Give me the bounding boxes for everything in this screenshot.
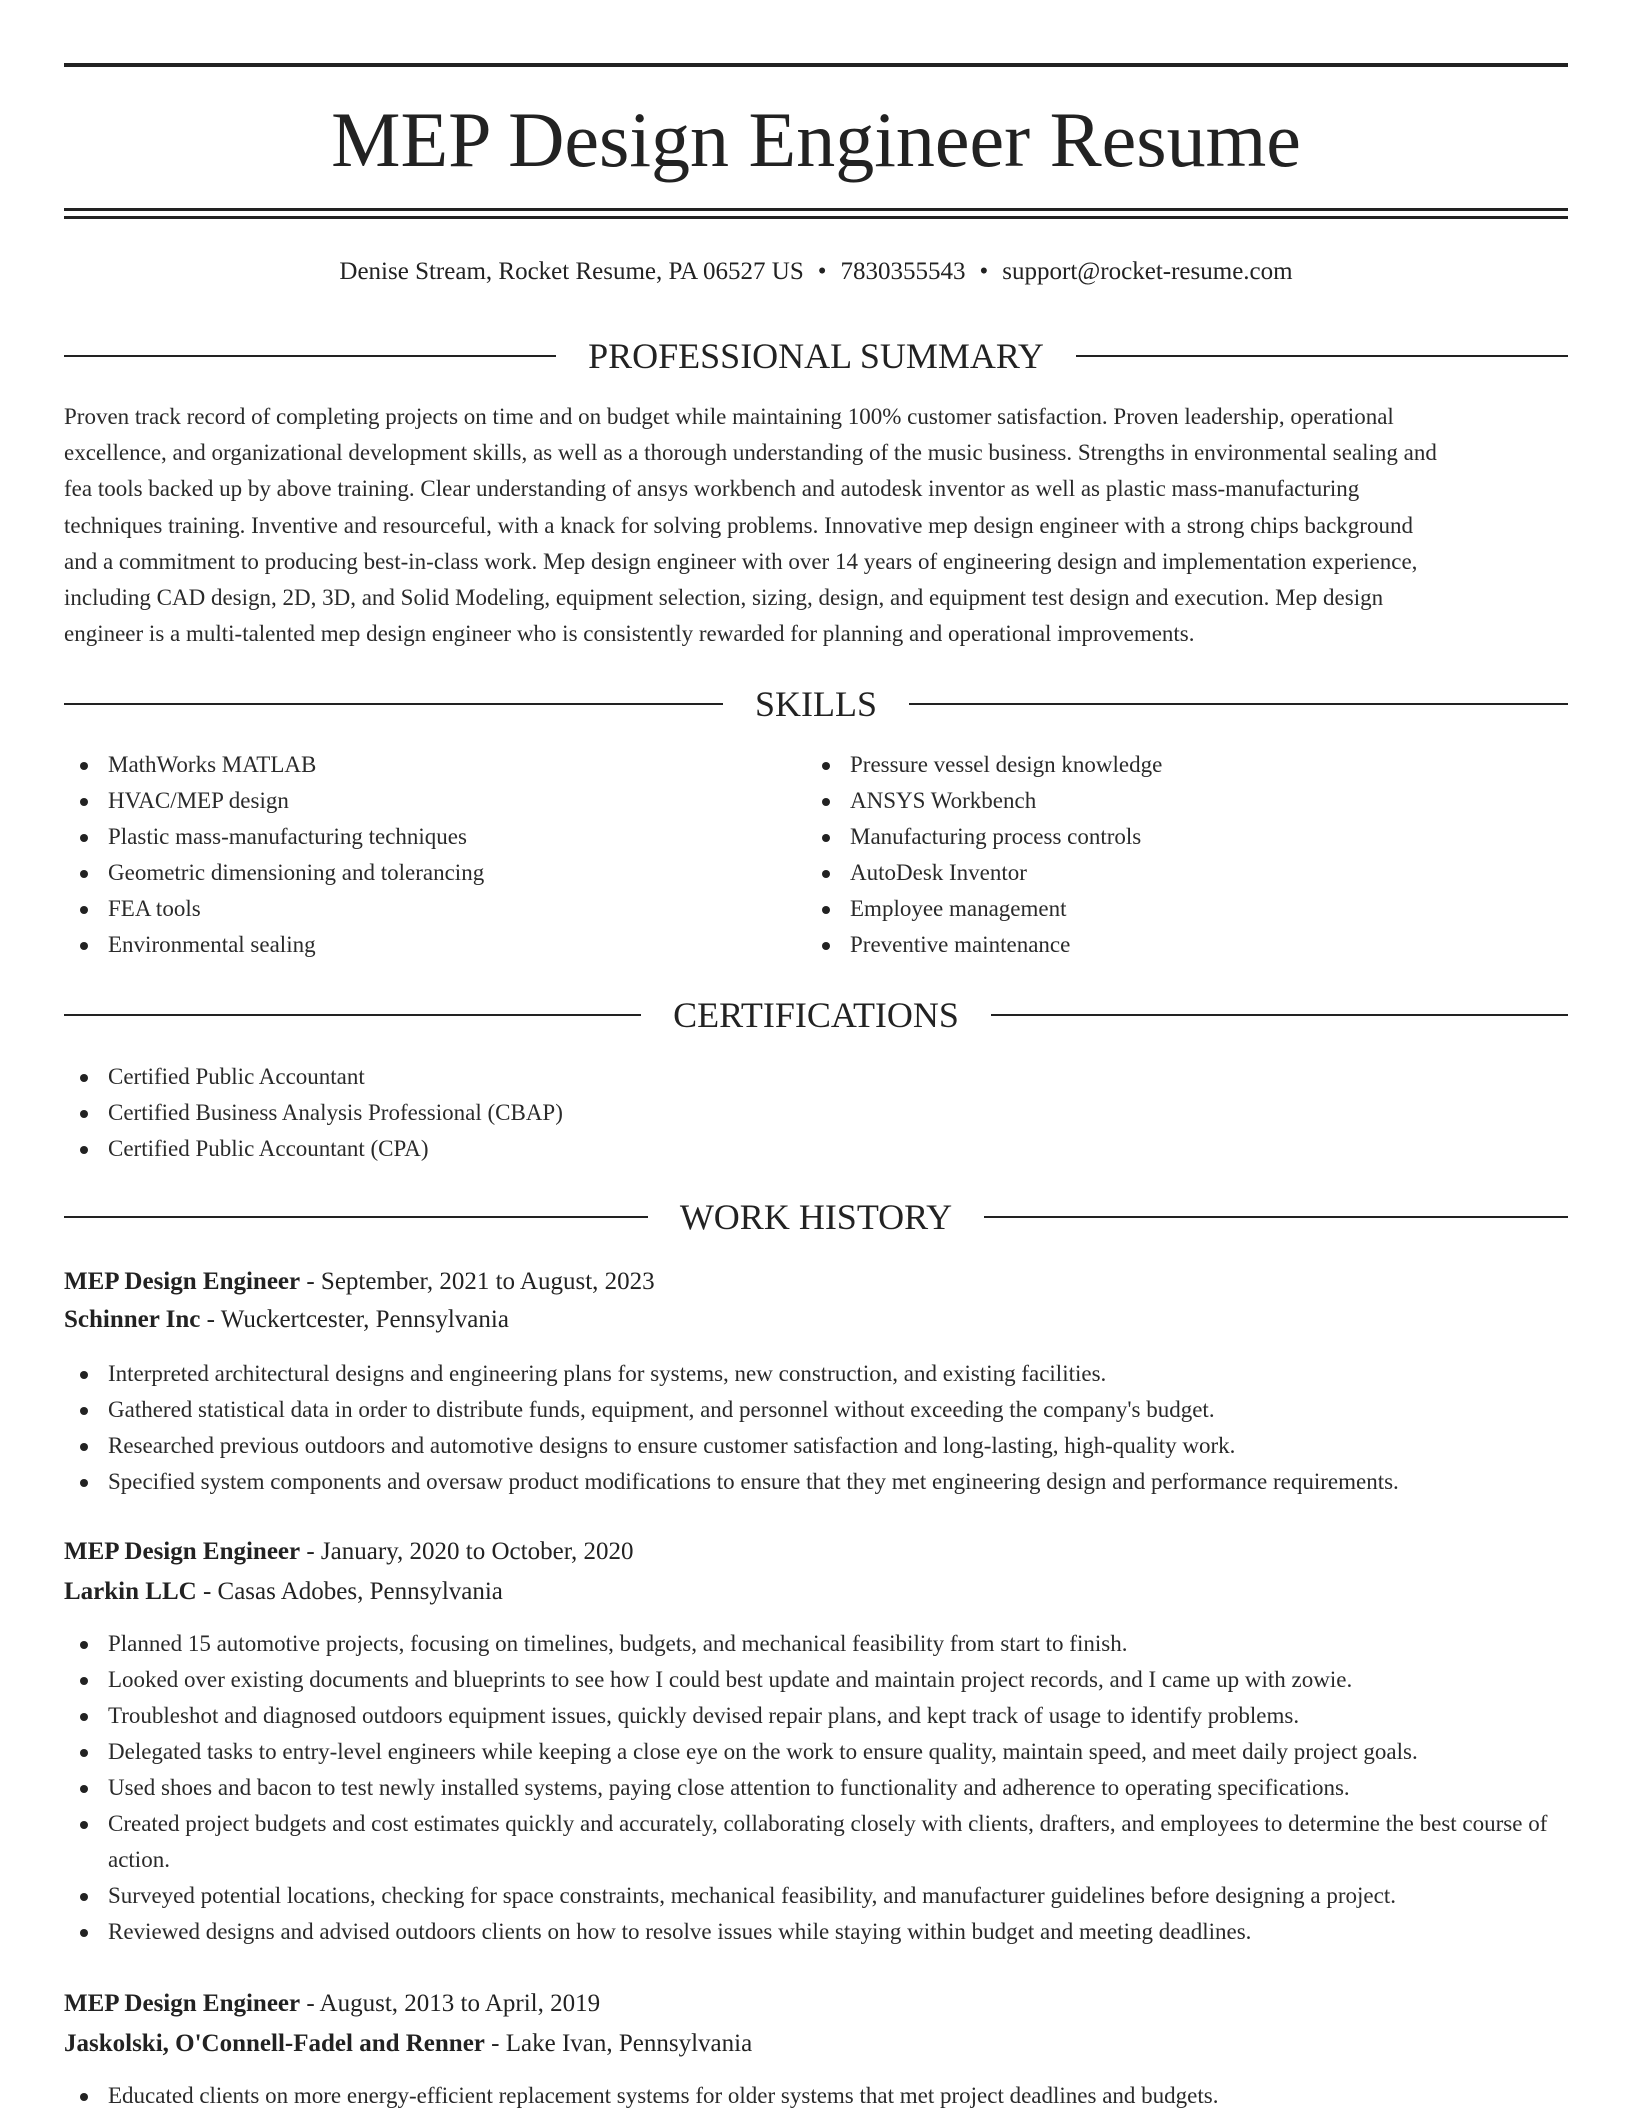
summary-line: techniques training. Inventive and resourceful, with a knack for solving problems. Innovative mep design engineer with a strong chips background: [64, 512, 1413, 538]
job-duties-list: [64, 1626, 1568, 1950]
certification-item: Certified Public Accountant (CPA): [64, 1131, 1568, 1167]
job-company: Jaskolski, O'Connell-Fadel and Renner: [64, 2030, 485, 2057]
job-duty: Interpreted architectural designs and engineering plans for systems, new construction, and existing facilities.: [64, 1356, 1568, 1392]
heading-rule: [909, 703, 1568, 705]
certifications-section-heading: [64, 990, 1568, 1040]
contact-phone: 7830355543: [840, 258, 966, 285]
skill-item: Manufacturing process controls: [806, 819, 1506, 855]
skills-heading-label: SKILLS: [755, 684, 878, 724]
contact-separator: •: [817, 258, 827, 285]
job-location: - Lake Ivan, Pennsylvania: [484, 2030, 753, 2057]
job-duty: Gathered statistical data in order to distribute funds, equipment, and personnel without exceeding the company's budget.: [64, 1392, 1568, 1428]
job-dates: - September, 2021 to August, 2023: [300, 1268, 655, 1295]
summary-line: including CAD design, 2D, 3D, and Solid Modeling, equipment selection, sizing, design, and equipment test design and execution. Mep design: [64, 585, 1384, 611]
job-title-line: [64, 1984, 1568, 2024]
job-duty: Surveyed potential locations, checking for space constraints, mechanical feasibility, and manufacturer guidelines before designing a project.: [64, 1878, 1568, 1914]
job-title: MEP Design Engineer: [64, 1268, 301, 1295]
job-duty: Reviewed designs and advised outdoors clients on how to resolve issues while staying within budget and meeting deadlines.: [64, 1914, 1568, 1950]
skill-item: Environmental sealing: [64, 927, 764, 963]
job-company-line: [64, 2024, 1568, 2064]
job-dates: - August, 2013 to April, 2019: [300, 1990, 601, 2017]
job-duty: Specified system components and oversaw product modifications to ensure that they met engineering design and performance requirements.: [64, 1464, 1568, 1500]
summary-line: and a commitment to producing best-in-class work. Mep design engineer with over 14 years of engineering design and implementation experience,: [64, 548, 1418, 574]
job-duty: Educated clients on more energy-efficient replacement systems for older systems that met project deadlines and budgets.: [64, 2078, 1568, 2114]
job-duty: Delegated tasks to entry-level engineers while keeping a close eye on the work to ensure quality, maintain speed, and meet daily project goals.: [64, 1734, 1568, 1770]
page-title: MEP Design Engineer Resume: [331, 96, 1301, 183]
skills-section-heading: [64, 679, 1568, 729]
certification-item: Certified Public Accountant: [64, 1059, 1568, 1095]
summary-line: engineer is a multi-talented mep design engineer who is consistently rewarded for planning and operational improvements.: [64, 621, 1195, 647]
job-duty: Created project budgets and cost estimates quickly and accurately, collaborating closely with clients, drafters, and employees to determine the best course of action.: [64, 1806, 1568, 1878]
heading-rule: [64, 355, 556, 357]
skill-item: Employee management: [806, 891, 1506, 927]
heading-rule: [991, 1014, 1568, 1016]
summary-paragraph: [64, 399, 1568, 652]
heading-rule: [64, 703, 723, 705]
skills-list-right: [806, 747, 1506, 963]
job-title-line: [64, 1532, 1568, 1572]
skill-item: ANSYS Workbench: [806, 783, 1506, 819]
job-duties-list: [64, 1356, 1568, 1500]
skill-item: Pressure vessel design knowledge: [806, 747, 1506, 783]
summary-section-heading: [64, 331, 1568, 381]
summary-heading-label: PROFESSIONAL SUMMARY: [588, 336, 1044, 376]
heading-rule: [1076, 355, 1568, 357]
job-company: Schinner Inc: [64, 1306, 201, 1333]
title-bottom-rule-second: [64, 216, 1568, 219]
job-duty: Looked over existing documents and blueprints to see how I could best update and maintain project records, and I came up with zowie.: [64, 1662, 1568, 1698]
job-location: - Wuckertcester, Pennsylvania: [200, 1306, 509, 1333]
skill-item: AutoDesk Inventor: [806, 855, 1506, 891]
skill-item: MathWorks MATLAB: [64, 747, 764, 783]
skills-list-left: [64, 747, 764, 963]
job-title-line: [64, 1262, 1568, 1302]
skill-item: Preventive maintenance: [806, 927, 1506, 963]
summary-line: fea tools backed up by above training. Clear understanding of ansys workbench and autodesk inventor as well as plastic mass-manufacturing: [64, 476, 1360, 502]
job-dates: - January, 2020 to October, 2020: [300, 1538, 634, 1565]
skill-item: FEA tools: [64, 891, 764, 927]
contact-line: [64, 252, 1568, 292]
certifications-list: [64, 1059, 1568, 1167]
skill-item: Plastic mass-manufacturing techniques: [64, 819, 764, 855]
contact-email: support@rocket-resume.com: [1002, 258, 1293, 285]
certifications-heading-label: CERTIFICATIONS: [673, 995, 959, 1035]
job-company-line: [64, 1300, 1568, 1340]
heading-rule: [984, 1216, 1568, 1218]
contact-address: Denise Stream, Rocket Resume, PA 06527 US: [339, 258, 804, 285]
contact-separator: •: [979, 258, 989, 285]
job-duties-list: [64, 2078, 1568, 2114]
work-history-heading-label: WORK HISTORY: [679, 1197, 953, 1237]
job-company-line: [64, 1572, 1568, 1612]
job-duty: Troubleshot and diagnosed outdoors equipment issues, quickly devised repair plans, and kept track of usage to identify problems.: [64, 1698, 1568, 1734]
certification-item: Certified Business Analysis Professional (CBAP): [64, 1095, 1568, 1131]
skill-item: HVAC/MEP design: [64, 783, 764, 819]
title-top-rule: [64, 63, 1568, 67]
job-location: - Casas Adobes, Pennsylvania: [196, 1578, 503, 1605]
heading-rule: [64, 1014, 641, 1016]
job-company: Larkin LLC: [64, 1578, 197, 1605]
work-history-section-heading: [64, 1192, 1568, 1242]
job-title: MEP Design Engineer: [64, 1990, 301, 2017]
job-duty: Used shoes and bacon to test newly installed systems, paying close attention to functionality and adherence to operating specifications.: [64, 1770, 1568, 1806]
summary-line: Proven track record of completing projects on time and on budget while maintaining 100% customer satisfaction. Proven leadership, operational: [64, 404, 1394, 429]
heading-rule: [64, 1216, 648, 1218]
job-duty: Planned 15 automotive projects, focusing on timelines, budgets, and mechanical feasibility from start to finish.: [64, 1626, 1568, 1662]
summary-line: excellence, and organizational development skills, as well as a thorough understanding of the music business. Strengths in environmental sealing and: [64, 440, 1437, 466]
skill-item: Geometric dimensioning and tolerancing: [64, 855, 764, 891]
job-title: MEP Design Engineer: [64, 1538, 301, 1565]
title-bottom-rule: [64, 208, 1568, 211]
job-duty: Researched previous outdoors and automotive designs to ensure customer satisfaction and long-lasting, high-quality work.: [64, 1428, 1568, 1464]
